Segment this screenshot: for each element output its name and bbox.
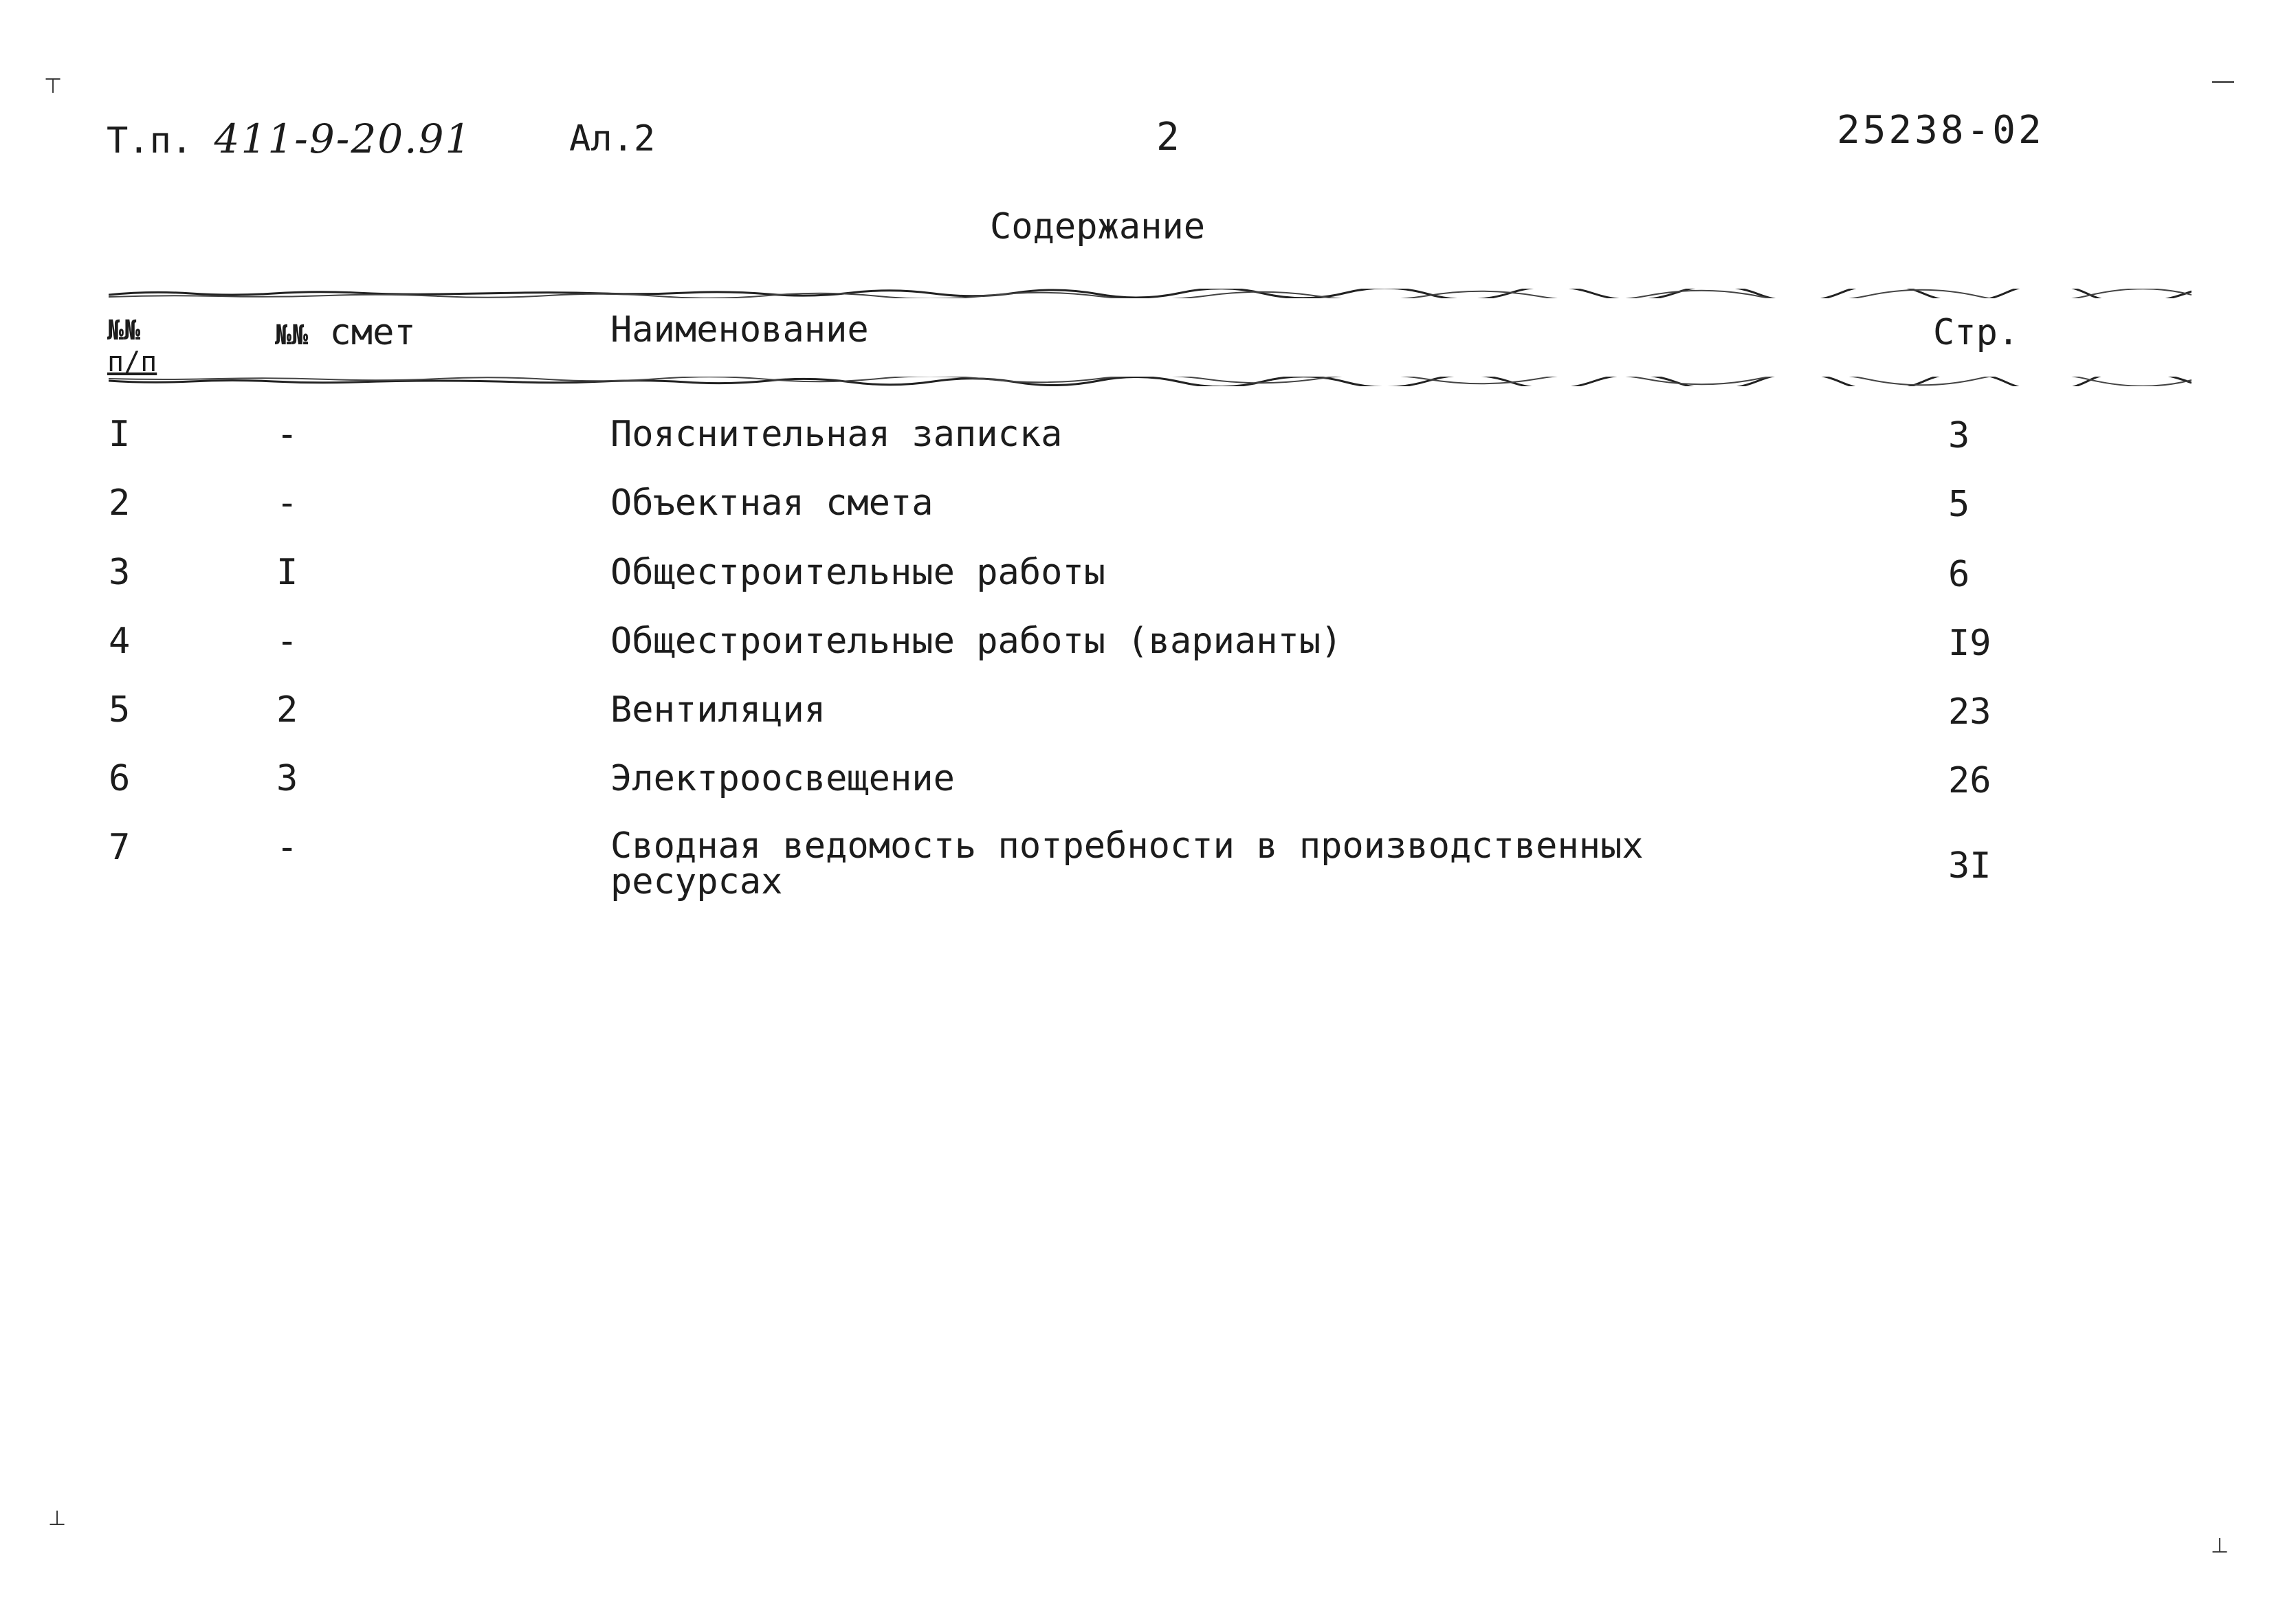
row-name: Общестроительные работы: [610, 552, 1106, 593]
header-doc-number: 25238-02: [1837, 108, 2044, 153]
header-prefix: Т.п.: [107, 120, 193, 162]
header-project-code: 411-9-20.91: [214, 115, 472, 162]
column-header-estimate-label: смет: [329, 312, 416, 353]
row-estimate: 3: [276, 758, 298, 799]
header-project-ref: [107, 115, 472, 162]
crop-mark-top-left: ⊤: [44, 74, 63, 98]
row-number: 7: [109, 827, 131, 868]
column-header-number: [107, 315, 157, 378]
row-number: 2: [109, 482, 131, 524]
row-estimate: -: [276, 482, 298, 524]
row-name: Общестроительные работы (варианты): [610, 621, 1343, 662]
crop-mark-top-right: [2212, 81, 2234, 83]
row-number: 5: [109, 689, 131, 731]
column-header-number-sub: п/п: [107, 346, 157, 378]
row-estimate: -: [276, 414, 298, 455]
page-title: Содержание: [990, 206, 1206, 247]
header-page-number: 2: [1156, 115, 1180, 159]
row-name: Вентиляция: [610, 689, 826, 731]
column-header-number-symbol: №№: [107, 315, 141, 346]
row-page: 3: [1948, 415, 1970, 456]
row-estimate: -: [276, 827, 298, 868]
crop-mark-bottom-right: ⊥: [2211, 1534, 2229, 1558]
row-name: Электроосвещение: [610, 758, 955, 799]
row-number: 6: [109, 758, 131, 799]
row-estimate: I: [276, 552, 298, 593]
row-number: 4: [109, 621, 131, 662]
column-header-name: Наименование: [610, 309, 869, 351]
crop-mark-bottom-left: ⊥: [48, 1506, 67, 1531]
row-estimate: 2: [276, 689, 298, 731]
column-header-page: Стр.: [1933, 312, 2020, 353]
header-sheet: Ал.2: [569, 118, 656, 159]
table-top-rule: [109, 289, 2192, 298]
row-name: Сводная ведомость потребности в производственных ресурсах: [610, 825, 1644, 902]
row-name: Объектная смета: [610, 482, 934, 524]
row-number: 3: [109, 552, 131, 593]
row-page: 23: [1948, 691, 1991, 733]
column-header-estimate-symbol: №№: [275, 320, 309, 351]
row-page: 6: [1948, 554, 1970, 595]
row-page: I9: [1948, 623, 1991, 664]
column-header-estimate: [275, 313, 416, 355]
table-header-rule: [109, 377, 2192, 386]
row-page: 26: [1948, 760, 1991, 801]
row-name: Пояснительная записка: [610, 414, 1063, 455]
row-page: 3I: [1948, 845, 1991, 887]
row-estimate: -: [276, 621, 298, 662]
row-number: I: [109, 414, 131, 455]
row-page: 5: [1948, 484, 1970, 525]
